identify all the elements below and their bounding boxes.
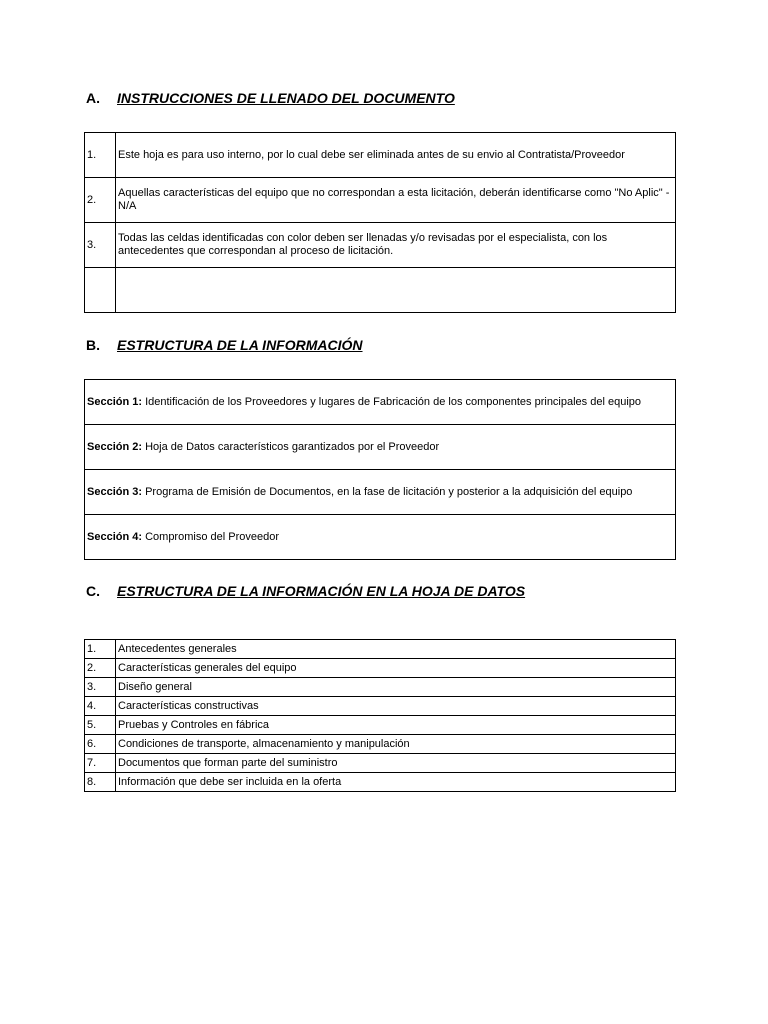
row-number: 8.: [85, 773, 116, 792]
section-text: Programa de Emisión de Documentos, en la fase de licitación y posterior a la adquisición del equipo: [145, 485, 633, 498]
section-text: Identificación de los Proveedores y lugares de Fabricación de los componentes principales del equipo: [145, 395, 642, 408]
item-text: Pruebas y Controles en fábrica: [116, 716, 676, 735]
item-text: Documentos que forman parte del suministro: [116, 754, 676, 773]
section-c-title: ESTRUCTURA DE LA INFORMACIÓN EN LA HOJA DE DATOS: [117, 583, 526, 599]
section-c-heading: [86, 583, 525, 599]
table-row: [85, 697, 676, 716]
section-label: Sección 1:: [87, 395, 143, 408]
row-number: 1.: [85, 133, 116, 178]
table-row: [85, 735, 676, 754]
row-number: 3.: [85, 223, 116, 268]
row-number: 4.: [85, 697, 116, 716]
instruction-text: [116, 268, 676, 313]
section-text: Compromiso del Proveedor: [145, 530, 279, 543]
section-b-letter: B.: [86, 337, 100, 353]
row-number: 3.: [85, 678, 116, 697]
row-number: [85, 268, 116, 313]
row-number: 5.: [85, 716, 116, 735]
table-row: [85, 716, 676, 735]
table-row: [85, 515, 676, 560]
instructions-table: [84, 132, 676, 313]
section-text: Hoja de Datos característicos garantizados por el Proveedor: [145, 440, 440, 453]
table-row: [85, 268, 676, 313]
section-a-letter: A.: [86, 90, 100, 106]
item-text: Características constructivas: [116, 697, 676, 716]
table-row: [85, 659, 676, 678]
table-row: [85, 133, 676, 178]
datasheet-structure-table: [84, 639, 676, 792]
table-row: [85, 470, 676, 515]
table-row: [85, 178, 676, 223]
instruction-text: Este hoja es para uso interno, por lo cual debe ser eliminada antes de su envio al Contratista/Proveedor: [116, 133, 676, 178]
structure-table: [84, 379, 676, 560]
section-description: [85, 380, 676, 425]
table-row: [85, 773, 676, 792]
item-text: Antecedentes generales: [116, 640, 676, 659]
row-number: 6.: [85, 735, 116, 754]
section-a-heading: [86, 90, 455, 106]
table-row: [85, 640, 676, 659]
section-description: [85, 515, 676, 560]
item-text: Diseño general: [116, 678, 676, 697]
table-row: [85, 380, 676, 425]
row-number: 7.: [85, 754, 116, 773]
table-row: [85, 223, 676, 268]
instruction-text: Aquellas características del equipo que no correspondan a esta licitación, deberán identificarse como "No Aplic" - N/A: [116, 178, 676, 223]
row-number: 2.: [85, 178, 116, 223]
section-b-title: ESTRUCTURA DE LA INFORMACIÓN: [117, 337, 363, 353]
section-b-heading: [86, 337, 363, 353]
item-text: Condiciones de transporte, almacenamiento y manipulación: [116, 735, 676, 754]
section-description: [85, 425, 676, 470]
section-a-title: INSTRUCCIONES DE LLENADO DEL DOCUMENTO: [117, 90, 455, 106]
table-row: [85, 754, 676, 773]
section-label: Sección 2:: [87, 440, 143, 453]
table-row: [85, 678, 676, 697]
section-c-letter: C.: [86, 583, 100, 599]
section-label: Sección 3:: [87, 485, 143, 498]
instruction-text: Todas las celdas identificadas con color deben ser llenadas y/o revisadas por el especialista, con los antecedentes que correspondan al proceso de licitación.: [116, 223, 676, 268]
item-text: Información que debe ser incluida en la oferta: [116, 773, 676, 792]
row-number: 2.: [85, 659, 116, 678]
row-number: 1.: [85, 640, 116, 659]
item-text: Características generales del equipo: [116, 659, 676, 678]
table-row: [85, 425, 676, 470]
section-description: [85, 470, 676, 515]
section-label: Sección 4:: [87, 530, 143, 543]
